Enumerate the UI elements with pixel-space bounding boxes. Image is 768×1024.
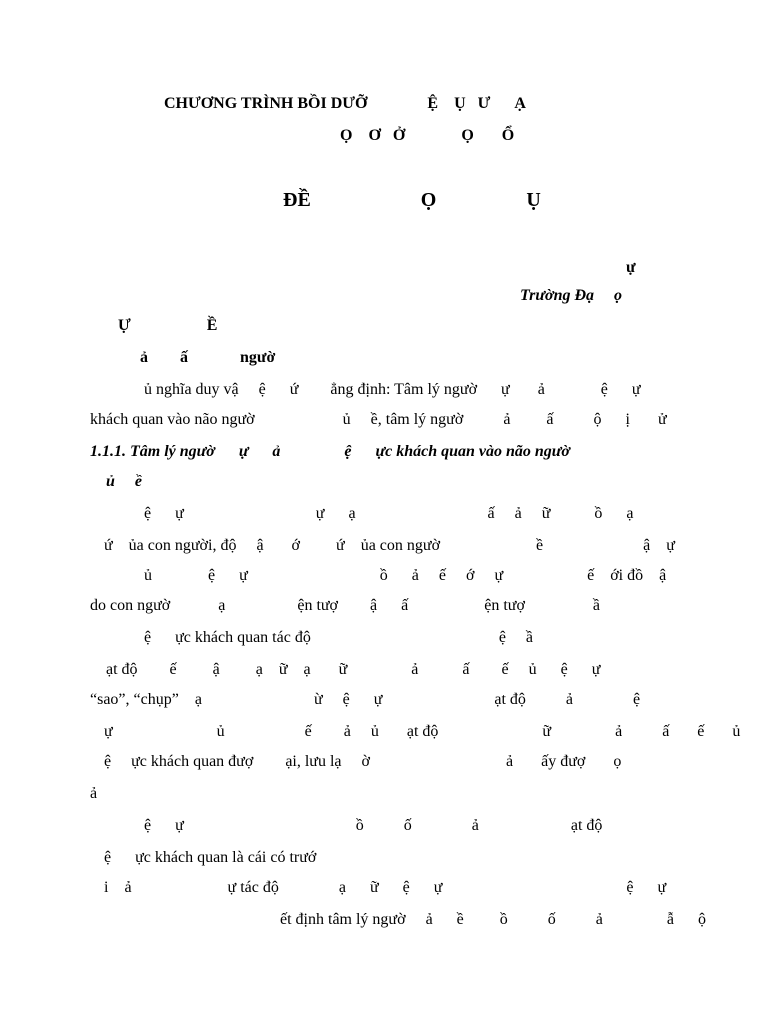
body-line-1: ủ nghĩa duy vậ ệ ứ ẳng định: Tâm lý ngườ ự ả ệ ự xyxy=(144,381,641,398)
body-line-18: ết định tâm lý ngườ ả ề ồ ố ả ẫ ộ xyxy=(280,911,706,928)
author-line-2: Trường Đạ ọ xyxy=(520,287,623,304)
body-line-11: “sao”, “chụp” ạ ừ ệ ự ạt độ ả ệ xyxy=(90,691,641,708)
body-line-6: ứ ủa con người, độ ậ ớ ứ ủa con ngườ ề ậ ự xyxy=(104,537,675,554)
title-line-2: Ọ Ơ Ở Ọ Ổ xyxy=(340,127,515,144)
body-line-16: ệ ực khách quan là cái có trướ xyxy=(104,849,317,866)
body-line-15: ệ ự ồ ố ả ạt độ xyxy=(144,817,603,834)
body-line-5: ệ ự ự ạ ấ ả ữ ồ ạ xyxy=(144,505,634,522)
title-line-1: CHƯƠNG TRÌNH BỒI DƯỠ Ệ Ụ Ư Ạ xyxy=(164,95,526,112)
subsection-heading: 1.1.1. Tâm lý ngườ ự ả ệ ực khách quan vào não ngườ xyxy=(90,443,570,460)
subsection-heading-cont: ủ ề xyxy=(106,473,142,490)
body-line-2: khách quan vào não ngườ ủ ề, tâm lý ngườ ả ấ ộ ị ử xyxy=(90,411,667,428)
document-heading: ĐỀ Ọ Ụ xyxy=(283,189,541,211)
body-line-8: do con ngườ ạ ện tượ ậ ấ ện tượ ầ xyxy=(90,597,600,614)
section-heading: Ự Ề xyxy=(118,317,218,334)
body-line-9: ệ ực khách quan tác độ ệ ầ xyxy=(144,629,534,646)
body-line-14: ả xyxy=(90,785,98,802)
body-line-17: i ả ự tác độ ạ ữ ệ ự ệ ự xyxy=(104,879,667,896)
body-line-7: ủ ệ ự ồ ả ế ớ ự ế ới đồ ậ xyxy=(144,567,667,584)
body-line-12: ự ủ ế ả ủ ạt độ ữ ả ấ ế ủ xyxy=(104,723,741,740)
author-line-1: ự xyxy=(626,259,636,276)
body-line-13: ệ ực khách quan đượ ại, lưu lạ ờ ả ấy đượ ọ xyxy=(104,753,622,770)
subheading: ả ấ ngườ xyxy=(140,349,276,366)
body-line-10: ạt độ ế ậ ạ ữ ạ ữ ả ấ ế ủ ệ ự xyxy=(106,661,601,678)
